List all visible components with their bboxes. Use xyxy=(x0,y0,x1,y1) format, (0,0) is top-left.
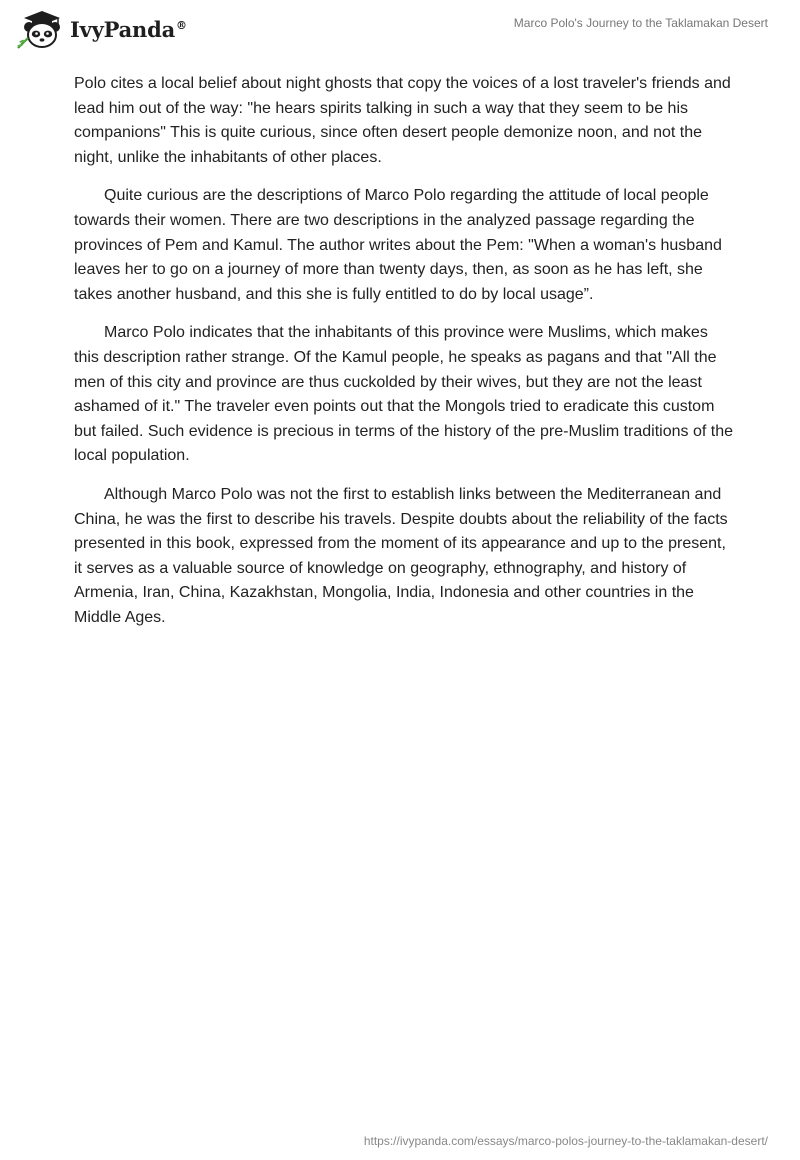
page-header xyxy=(0,0,800,60)
panda-graduate-icon xyxy=(16,8,64,50)
paragraph: Polo cites a local belief about night ghosts that copy the voices of a lost traveler's friends and lead him out of the way: "he hears spirits talking in such a way that they seem to be his companions" This is quite curious, since often desert people demonize noon, and not the night, unlike the inhabitants of other places. xyxy=(74,75,731,166)
brand-logo[interactable] xyxy=(16,8,187,50)
paragraph: Quite curious are the descriptions of Marco Polo regarding the attitude of local people towards their women. There are two descriptions in the analyzed passage regarding the provinces of Pem and Kamul. The author writes about the Pem: "When a woman's husband leaves her to go on a journey of more than twenty days, then, as soon as he has left, she takes another husband, and this she is fully entitled to do by local usage”. xyxy=(74,187,722,303)
brand-name: IvyPanda xyxy=(70,16,176,42)
source-url-link[interactable]: https://ivypanda.com/essays/marco-polos-journey-to-the-taklamakan-desert/ xyxy=(363,1134,768,1148)
article-body xyxy=(74,72,734,644)
registered-mark: ® xyxy=(176,18,187,32)
paragraph: Marco Polo indicates that the inhabitants of this province were Muslims, which makes this description rather strange. Of the Kamul people, he speaks as pagans and that "All the men of this city and province are thus cuckolded by their wives, but they are not the least ashamed of it." The traveler even points out that the Mongols tried to eradicate this custom but failed. Such evidence is precious in terms of the history of the pre-Muslim traditions of the local population. xyxy=(74,324,733,465)
paragraph: Although Marco Polo was not the first to establish links between the Mediterranean and China, he was the first to describe his travels. Despite doubts about the reliability of the facts presented in this book, expressed from the moment of its appearance and up to the present, it serves as a valuable source of knowledge on geography, ethnography, and history of Armenia, Iran, China, Kazakhstan, Mongolia, India, Indonesia and other countries in the Middle Ages. xyxy=(74,485,728,626)
document-title: Marco Polo's Journey to the Taklamakan Desert xyxy=(513,16,768,30)
